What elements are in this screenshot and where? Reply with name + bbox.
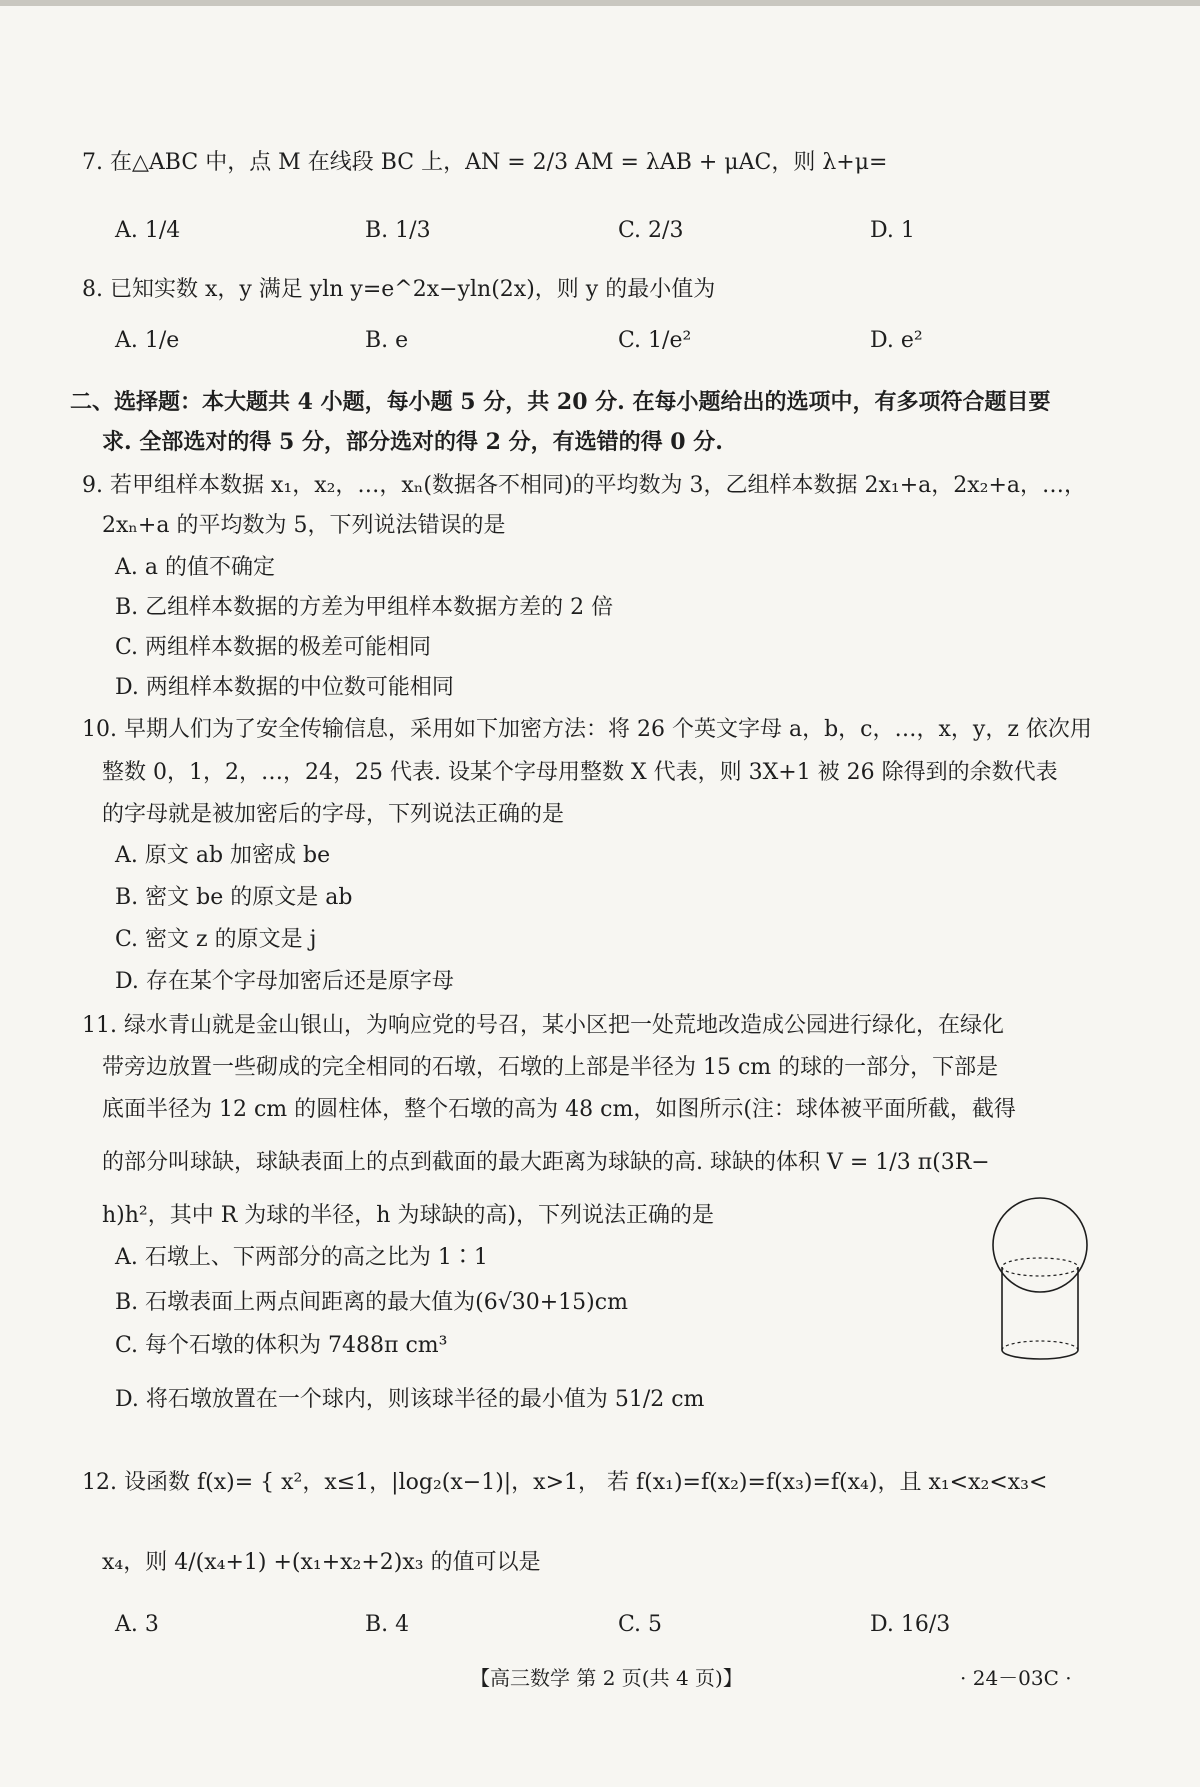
q12-line2: x₄，则 4/(x₄+1) +(x₁+x₂+2)x₃ 的值可以是	[102, 1550, 541, 1575]
q10-line2: 整数 0，1，2，…，24，25 代表. 设某个字母用整数 X 代表，则 3X+1 被 26 除得到的余数代表	[102, 760, 1058, 785]
q10-line1: 10. 早期人们为了安全传输信息，采用如下加密方法：将 26 个英文字母 a，b，c，…，x，y，z 依次用	[82, 717, 1092, 742]
section2-line2: 求. 全部选对的得 5 分，部分选对的得 2 分，有选错的得 0 分.	[102, 429, 723, 455]
q9-line2: 2xₙ+a 的平均数为 5，下列说法错误的是	[102, 513, 506, 538]
cylinder-base-back	[1002, 1341, 1078, 1350]
q7-option-b: B. 1/3	[365, 218, 431, 243]
q11-option-d: D. 将石墩放置在一个球内，则该球半径的最小值为 51/2 cm	[115, 1387, 705, 1412]
q9-option-c: C. 两组样本数据的极差可能相同	[115, 635, 432, 660]
q12-option-a: A. 3	[115, 1612, 159, 1637]
q12-option-b: B. 4	[365, 1612, 410, 1637]
cylinder-base-front	[1002, 1350, 1078, 1359]
q10-option-c: C. 密文 z 的原文是 j	[115, 927, 317, 952]
q7-text: 7. 在△ABC 中，点 M 在线段 BC 上，AN = 2/3 AM = λAB + μAC，则 λ+μ=	[82, 150, 888, 175]
q10-line3: 的字母就是被加密后的字母，下列说法正确的是	[102, 802, 565, 827]
cap-cut-plane	[1002, 1258, 1078, 1276]
q8-option-c: C. 1/e²	[618, 328, 692, 353]
q8-option-d: D. e²	[870, 328, 923, 353]
q9-option-a: A. a 的值不确定	[115, 555, 275, 580]
sphere-cap-outline	[993, 1198, 1087, 1292]
scan-edge	[0, 0, 1200, 6]
q8-option-a: A. 1/e	[115, 328, 180, 353]
q7-option-d: D. 1	[870, 218, 915, 243]
section2-line1: 二、选择题：本大题共 4 小题，每小题 5 分，共 20 分. 在每小题给出的选项中，有多项符合题目要	[70, 389, 1051, 415]
q7-option-c: C. 2/3	[618, 218, 684, 243]
q11-option-c: C. 每个石墩的体积为 7488π cm³	[115, 1333, 448, 1358]
q9-line1: 9. 若甲组样本数据 x₁，x₂，…，xₙ(数据各不相同)的平均数为 3，乙组样本数据 2x₁+a，2x₂+a，…，	[82, 473, 1087, 498]
page-footer: 【高三数学 第 2 页(共 4 页)】	[470, 1666, 743, 1690]
q8-option-b: B. e	[365, 328, 409, 353]
q10-option-a: A. 原文 ab 加密成 be	[115, 843, 331, 868]
q11-option-b: B. 石墩表面上两点间距离的最大值为(6√30+15)cm	[115, 1290, 628, 1315]
q11-line2: 带旁边放置一些砌成的完全相同的石墩，石墩的上部是半径为 15 cm 的球的一部分，下部是	[102, 1055, 999, 1080]
q9-option-b: B. 乙组样本数据的方差为甲组样本数据方差的 2 倍	[115, 595, 614, 620]
q10-option-d: D. 存在某个字母加密后还是原字母	[115, 969, 454, 994]
q11-line4: 的部分叫球缺，球缺表面上的点到截面的最大距离为球缺的高. 球缺的体积 V = 1/3 π(3R−	[102, 1150, 990, 1175]
q11-line5: h)h²，其中 R 为球的半径，h 为球缺的高)，下列说法正确的是	[102, 1203, 715, 1228]
q9-option-d: D. 两组样本数据的中位数可能相同	[115, 675, 454, 700]
q11-line3: 底面半径为 12 cm 的圆柱体，整个石墩的高为 48 cm，如图所示(注：球体被平面所截，截得	[102, 1097, 1016, 1122]
exam-code: · 24－03C ·	[960, 1666, 1072, 1690]
q8-text: 8. 已知实数 x，y 满足 yln y=e^2x−yln(2x)，则 y 的最小值为	[82, 277, 716, 302]
q7-option-a: A. 1/4	[115, 218, 181, 243]
q12-option-c: C. 5	[618, 1612, 663, 1637]
q12-line1: 12. 设函数 f(x)= { x²，x≤1，|log₂(x−1)|，x>1， 若 f(x₁)=f(x₂)=f(x₃)=f(x₄)，且 x₁<x₂<x₃<	[82, 1470, 1048, 1495]
stone-pier-figure	[985, 1195, 1100, 1370]
q12-option-d: D. 16/3	[870, 1612, 951, 1637]
q10-option-b: B. 密文 be 的原文是 ab	[115, 885, 353, 910]
q11-line1: 11. 绿水青山就是金山银山，为响应党的号召，某小区把一处荒地改造成公园进行绿化，在绿化	[82, 1013, 1004, 1038]
q11-option-a: A. 石墩上、下两部分的高之比为 1∶1	[115, 1245, 488, 1270]
